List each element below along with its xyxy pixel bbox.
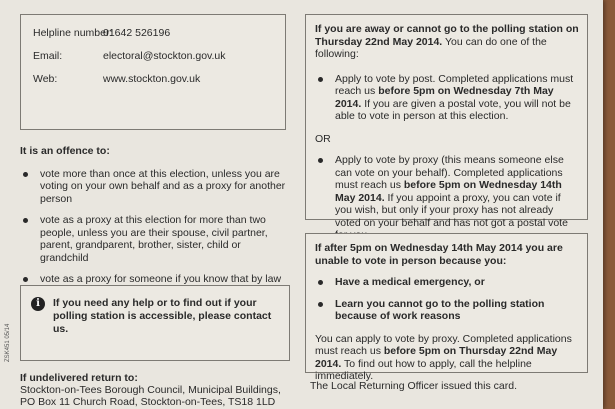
return-line-2: PO Box 11 Church Road, Stockton-on-Tees, TS18 1LD — [20, 396, 276, 408]
email-row — [33, 50, 285, 62]
away-list — [315, 73, 579, 123]
or-label: OR — [315, 132, 331, 145]
emergency-note — [315, 333, 579, 383]
email-address: electoral@stockton.gov.uk — [103, 50, 226, 62]
web-label: Web: — [33, 73, 58, 85]
list-item: vote as a proxy for someone if you know that by law — [20, 273, 292, 298]
return-heading: If undelivered return to: — [20, 372, 138, 384]
proxy-text-c: If you appoint a proxy, you can vote if you wish, but only if your proxy has not already voted on your behalf and has not got a postal vote — [335, 191, 568, 229]
helpline-number: 01642 526196 — [103, 27, 171, 39]
list-item: Learn you cannot go to the polling station because of work reasons — [315, 298, 579, 323]
away-heading-rest: You can do one of the following: — [315, 35, 547, 60]
note-text-c: To find out how to apply, call the helpline immediately. — [315, 357, 532, 382]
offence-section — [20, 145, 292, 307]
list-item — [315, 73, 579, 123]
issued-by: The Local Returning Officer issued this card. — [310, 380, 517, 392]
help-box — [20, 285, 290, 361]
emergency-heading: If after 5pm on Wednesday 14th May 2014 you are unable to vote in person because you: — [315, 242, 563, 267]
proxy-text-a: Apply to vote by proxy (this means someone else can vote on your behalf). Completed applications must reach us — [335, 154, 564, 191]
away-heading-bold: If you are away or cannot go to the polling station on Thursday 22nd May 2014. — [315, 23, 579, 48]
info-icon: i — [31, 297, 45, 311]
email-label: Email: — [33, 50, 63, 62]
list-item: vote as a proxy at this election for more than two people, unless you are their spouse, civil partner, parent, grandparent, brother, sister, child or grandchild — [20, 214, 292, 264]
proxy-deadline: before 5pm on Wednesday 14th May 2014. — [335, 179, 562, 204]
list-item: vote more than once at this election, unless you are voting on your own behalf and as a proxy for another person — [20, 168, 292, 206]
emergency-list — [315, 276, 579, 323]
help-text: If you need any help or to find out if your polling station is accessible, please contact us. — [53, 297, 272, 335]
web-address: www.stockton.gov.uk — [103, 73, 201, 85]
contact-box — [20, 14, 286, 130]
emergency-box — [305, 233, 588, 382]
away-heading — [315, 23, 579, 61]
postal-deadline: before 5pm on Wednesday 7th May 2014. — [335, 85, 554, 110]
list-item — [315, 154, 579, 242]
list-item: Have a medical emergency, or — [315, 276, 579, 289]
postal-text-a: Apply to vote by post. Completed applications must reach us — [335, 72, 574, 97]
away-list-2 — [315, 154, 579, 242]
offence-list — [20, 168, 292, 299]
web-row — [33, 73, 285, 85]
helpline-label: Helpline number: — [33, 27, 113, 39]
return-line-1: Stockton-on-Tees Borough Council, Municipal Buildings, — [20, 384, 281, 396]
offence-heading: It is an offence to: — [20, 145, 110, 157]
note-text-a: You can apply to vote by proxy. Completed applications must reach us — [315, 332, 572, 357]
helpline-row — [33, 27, 285, 39]
card-code: ZSK451 05/14 — [5, 323, 11, 362]
return-address — [20, 372, 300, 408]
postal-text-c: If you are given a postal vote, you will not be able to vote in person at this election. — [335, 97, 571, 122]
note-deadline: before 5pm on Thursday 22nd May 2014. — [315, 345, 558, 370]
away-box — [305, 14, 588, 229]
